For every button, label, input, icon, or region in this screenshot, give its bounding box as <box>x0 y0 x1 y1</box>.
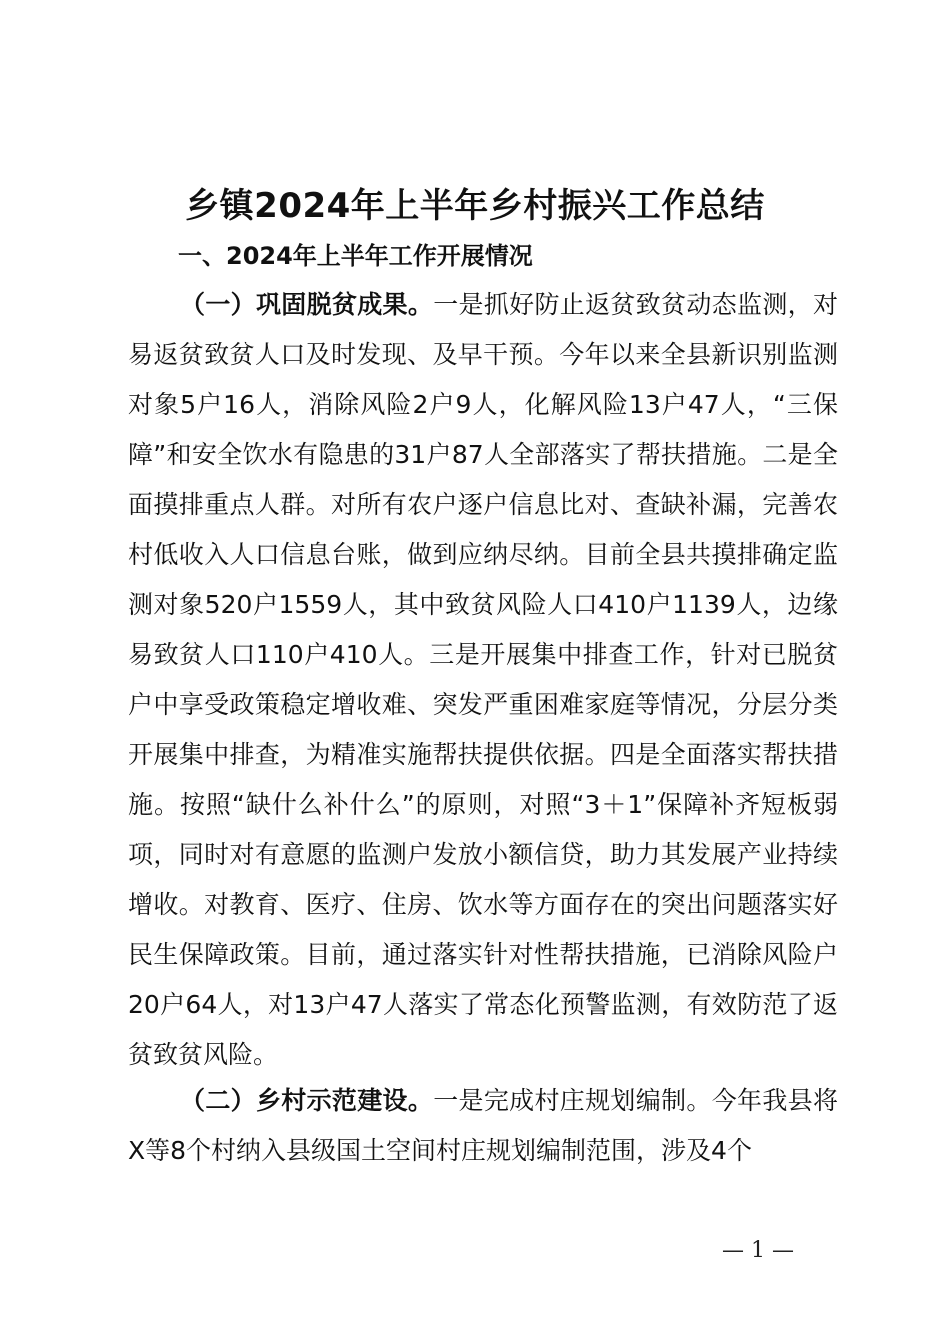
paragraph-lead: （一）巩固脱贫成果。 <box>180 290 434 319</box>
paragraph-body: 一是完成村庄规划编制。今年我县将X等8个村纳入县级国土空间村庄规划编制范围，涉及4个 <box>128 1086 838 1165</box>
document-title: 乡镇2024年上半年乡村振兴工作总结 <box>185 186 765 226</box>
paragraph-body: 一是抓好防止返贫致贫动态监测，对易返贫致贫人口及时发现、及早干预。今年以来全县新识别监测对象5户16人，消除风险2户9人，化解风险13户47人，“三保障”和安全饮水有隐患的31户87人全部落实了帮扶措施。二是全面摸排重点人群。对所有农户逐户信息比对、查缺补漏，完善农村低收入人口信息台账，做到应纳尽纳。目前全县共摸排确定监测对象520户1559人，其中致贫风险人口410户1139人，边缘易致贫人口110户410人。三是开展集中排查工作，针对已脱贫户中享受政策稳定增收难、突发严重困难家庭等情况，分层分类开展集中排查，为精准实施帮扶提供依据。四是全面落实帮扶措施。按照“缺什么补什么”的原则，对照“3＋1”保障补齐短板弱项，同时对有意愿的监测户发放小额信贷，助力其发展产业持续增收。对教育、医疗、住房、饮水等方面存在的突出问题落实好民生保障政策。目前，通过落实针对性帮扶措施，已消除风险户20户64人，对13户47人落实了常态化预警监测，有效防范了返贫致贫风险。 <box>128 290 838 1069</box>
paragraph-lead: （二）乡村示范建设。 <box>180 1086 434 1115</box>
page-number: — 1 — <box>722 1238 794 1263</box>
paragraph-rural-demonstration <box>128 1076 838 1176</box>
paragraph-consolidate-poverty <box>128 280 838 1080</box>
section-heading: 一、2024年上半年工作开展情况 <box>178 242 533 270</box>
